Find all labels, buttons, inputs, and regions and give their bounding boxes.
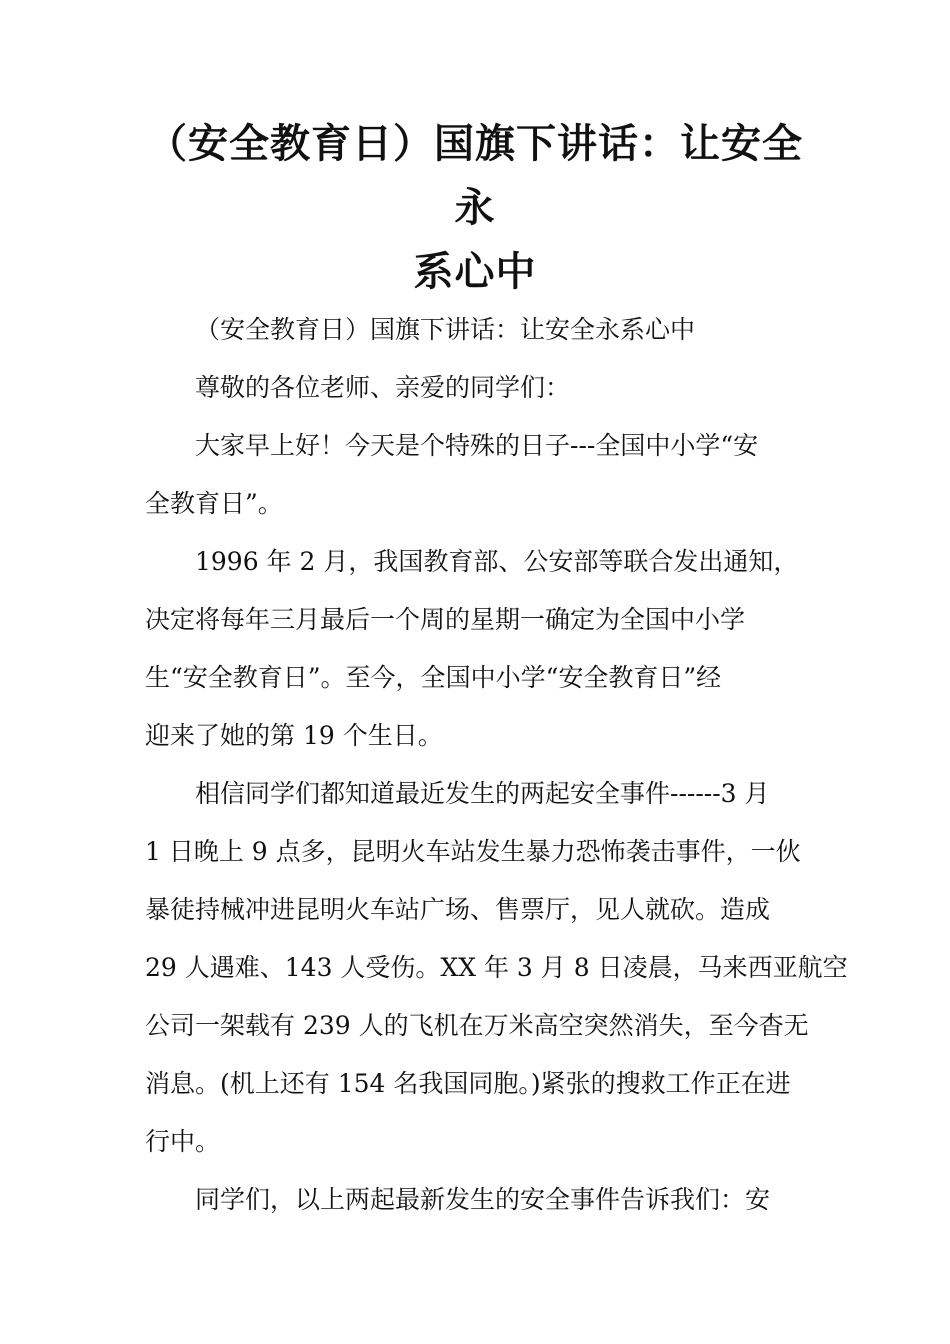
document-body: [145, 301, 848, 1229]
paragraph-line: 1 日晚上 9 点多，昆明火车站发生暴力恐怖袭击事件，一伙: [145, 837, 801, 866]
paragraph-line: 决定将每年三月最后一个周的星期一确定为全国中小学: [145, 605, 746, 634]
paragraph-line: 相信同学们都知道最近发生的两起安全事件------3 月: [195, 779, 770, 808]
paragraph-line: 生“安全教育日”。至今，全国中小学“安全教育日”经: [145, 663, 722, 692]
paragraph-line: 公司一架载有 239 人的飞机在万米高空突然消失，至今杳无: [145, 1011, 809, 1040]
paragraph-lesson: [145, 1171, 810, 1229]
paragraph-line: 尊敬的各位老师、亲爱的同学们：: [195, 373, 571, 402]
paragraph-line: 1996 年 2 月，我国教育部、公安部等联合发出通知，: [195, 547, 799, 576]
paragraph-line: 全教育日”。: [145, 489, 283, 518]
paragraph-line: （安全教育日）国旗下讲话：让安全永系心中: [195, 315, 696, 344]
document-title: [140, 112, 810, 304]
title-line: 系心中: [413, 248, 537, 295]
paragraph-line: 29 人遇难、143 人受伤。XX 年 3 月 8 日凌晨，马来西亚航空: [145, 953, 848, 982]
paragraph-line: 行中。: [145, 1127, 221, 1156]
paragraph-opening: [145, 417, 810, 533]
paragraph-line: 迎来了她的第 19 个生日。: [145, 721, 443, 750]
title-line: （安全教育日）国旗下讲话：让安全永: [147, 120, 803, 231]
paragraph-line: 暴徒持械冲进昆明火车站广场、售票厅，见人就砍。造成: [145, 895, 771, 924]
paragraph-greeting: [145, 359, 810, 417]
paragraph-line: 消息。(机上还有 154 名我国同胞。)紧张的搜救工作正在进: [145, 1069, 791, 1098]
paragraph-line: 同学们，以上两起最新发生的安全事件告诉我们：安: [195, 1185, 771, 1214]
paragraph-history: [145, 533, 810, 765]
paragraph-line: 大家早上好！今天是个特殊的日子---全国中小学“安: [195, 431, 759, 460]
paragraph-events: [145, 765, 848, 1171]
paragraph-heading-repeat: [145, 301, 810, 359]
